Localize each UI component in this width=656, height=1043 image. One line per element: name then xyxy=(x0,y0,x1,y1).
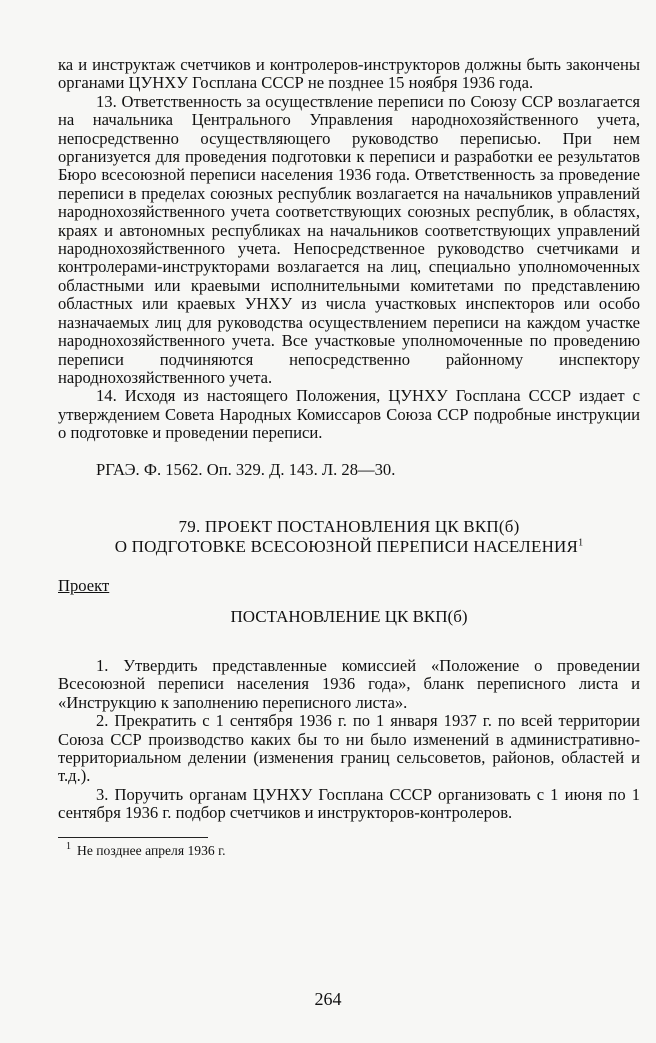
section-heading-line-1: 79. ПРОЕКТ ПОСТАНОВЛЕНИЯ ЦК ВКП(б) xyxy=(178,516,520,536)
resolution-items xyxy=(58,657,640,823)
draft-label: Проект xyxy=(58,575,110,595)
resolution-item-1: 1. Утвердить представленные комиссией «Положение о проведении Всесоюзной переписи населения 1936 года», бланк переписного листа и «Инструкцию к заполнению переписного листа». xyxy=(58,655,640,712)
footnote-reference: 1 xyxy=(578,537,584,549)
resolution-item-3: 3. Поручить органам ЦУНХУ Госплана СССР организовать с 1 июня по 1 сентября 1936 г. подбор счетчиков и инструкторов-контролеров. xyxy=(58,784,640,823)
footnote-divider xyxy=(58,837,208,838)
resolution-item-2: 2. Прекратить с 1 сентября 1936 г. по 1 января 1937 г. по всей территории Союза ССР производство каких бы то ни было изменений в административно-территориальном делении (изменения границ сельсоветов, районов, областей и т.д.). xyxy=(58,711,640,786)
text-column xyxy=(58,56,640,859)
page-number: 264 xyxy=(314,989,342,1009)
section-heading-line-2-text: О ПОДГОТОВКЕ ВСЕСОЮЗНОЙ ПЕРЕПИСИ НАСЕЛЕНИЯ xyxy=(114,536,579,556)
section-heading xyxy=(58,517,640,557)
archive-source: РГАЭ. Ф. 1562. Оп. 329. Д. 143. Л. 28—30. xyxy=(96,459,396,479)
section-heading-line-2 xyxy=(58,537,640,557)
footnote xyxy=(58,843,640,859)
intro-paragraph: ка и инструктаж счетчиков и контролеров-инструкторов должны быть закончены органами ЦУНХУ Госплана СССР не позднее 15 ноября 1936 года. xyxy=(58,55,640,93)
paragraph-13: 13. Ответственность за осуществление переписи по Союзу ССР возлагается на начальника Центрального Управления народнохозяйственного учета, непосредственно осуществляющего руководство переписью. При нем организуется для проведения подготовки к переписи и разработки ее результатов Бюро всесоюзной переписи населения 1936 года. Ответственность за проведение переписи в пределах союзных республик возлагается на начальников управлений народнохозяйственного учета соответствующих союзных республик, в областях, краях и автономных республиках на начальников соответствующих управлений народнохозяйственного учета. Непосредственное руководство счетчиками и контролерами-инструкторами возлагается на лиц, специально уполномоченных областными или краевыми исполнительными комитетами по представлению областных или краевых УНХУ из числа участковых инспекторов или особо назначаемых лиц для руководства осуществлением переписи на каждом участке народнохозяйственного учета. Все участковые уполномоченные по проведению переписи подчиняются непосредственно районному инспектору народнохозяйственного учета. xyxy=(58,91,640,387)
footnote-text: Не позднее апреля 1936 г. xyxy=(77,842,226,858)
footnote-mark: 1 xyxy=(66,841,71,853)
resolution-title: ПОСТАНОВЛЕНИЕ ЦК ВКП(б) xyxy=(230,606,468,626)
paragraph-14: 14. Исходя из настоящего Положения, ЦУНХУ Госплана СССР издает с утверждением Совета Народных Комиссаров Союза ССР подробные инструкции о подготовке и проведении переписи. xyxy=(58,386,640,443)
